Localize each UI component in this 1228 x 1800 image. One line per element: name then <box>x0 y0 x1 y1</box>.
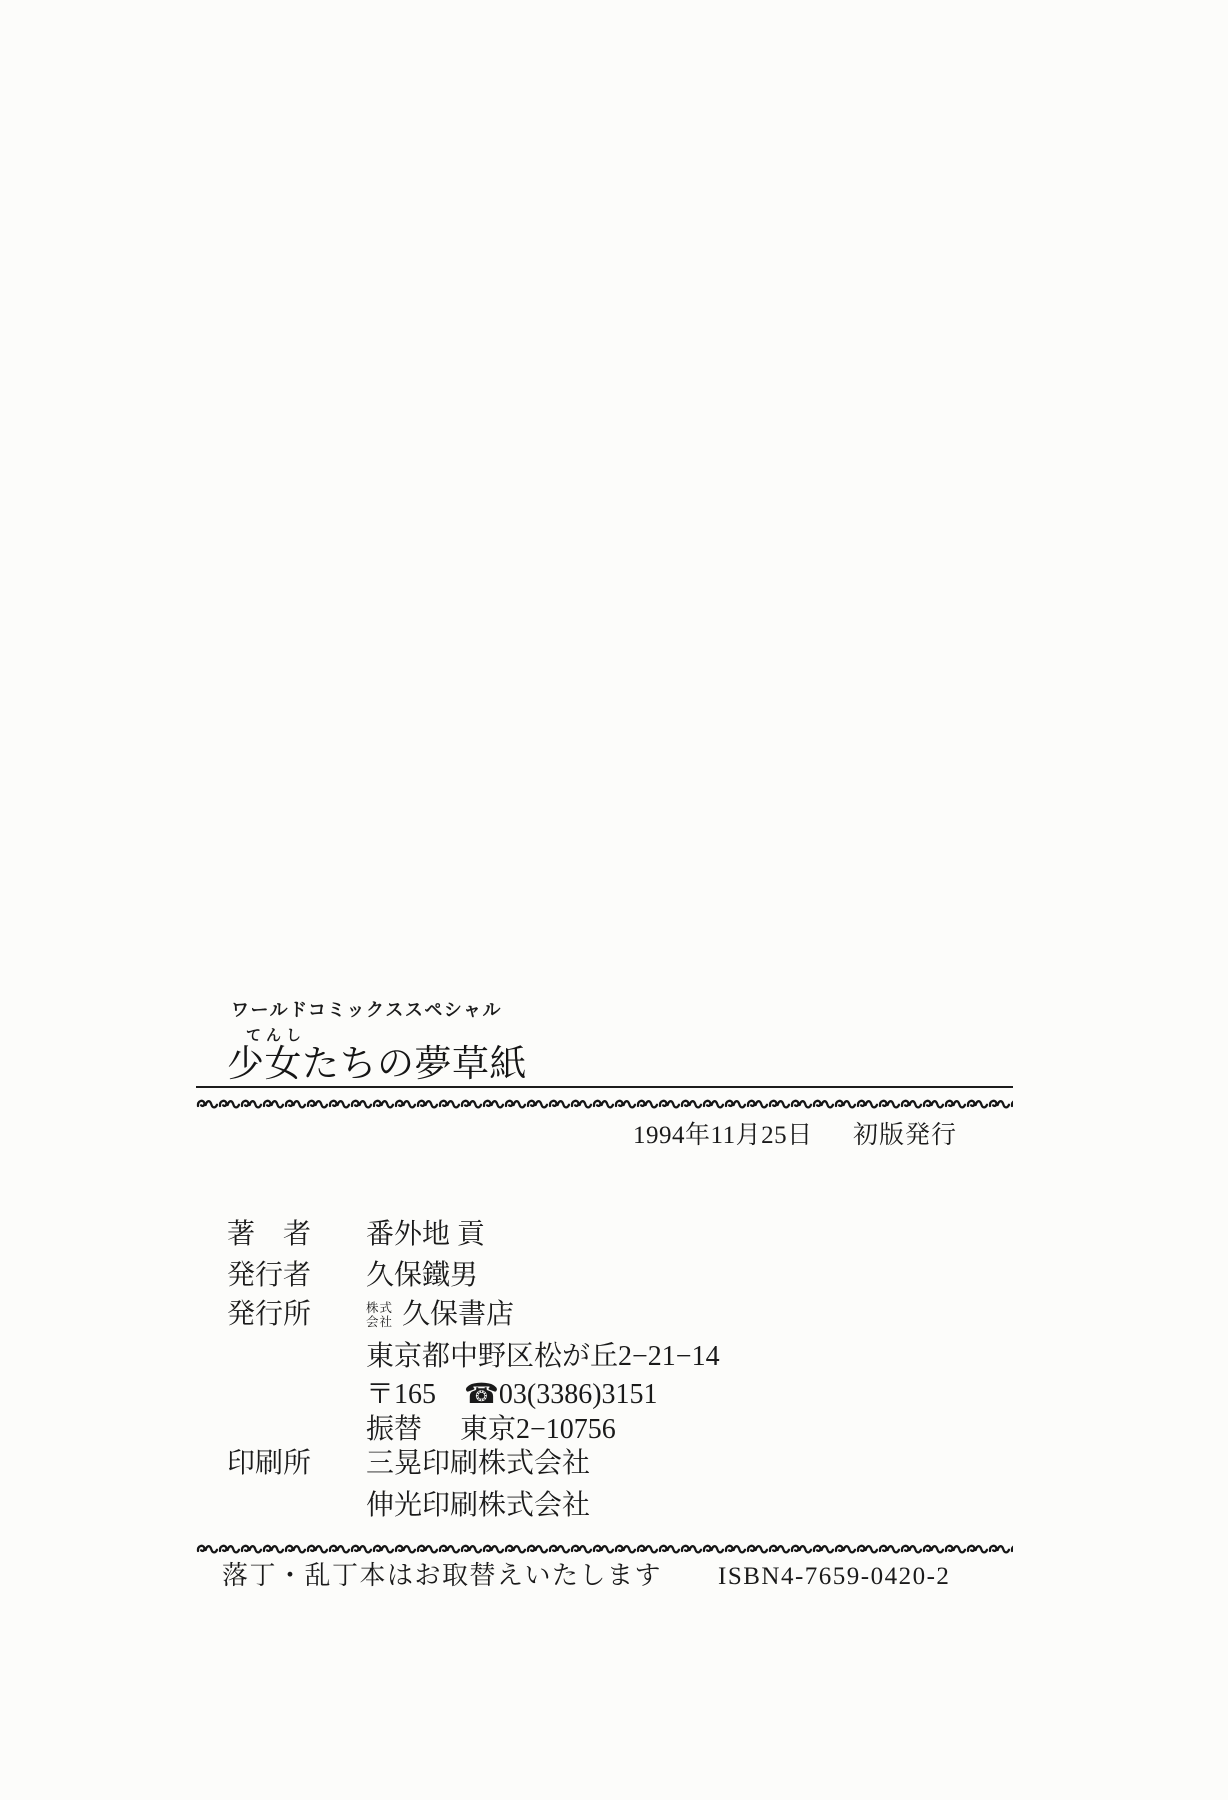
transfer-account: 東京2−10756 <box>460 1414 616 1445</box>
title-furigana: てんし <box>246 1027 307 1044</box>
credit-label: 発行者 <box>227 1260 312 1291</box>
transfer-label: 振替 <box>366 1414 423 1445</box>
issue-edition-label: 初版発行 <box>853 1122 958 1149</box>
ornament-divider-top <box>196 1096 1013 1113</box>
credit-row-printer-2 <box>227 1492 590 1520</box>
corporate-mark <box>366 1301 393 1330</box>
book-title: 少女たちの夢草紙 <box>227 1044 527 1085</box>
credit-label: 発行所 <box>227 1299 312 1331</box>
issue-date: 1994年11月25日 <box>633 1122 813 1149</box>
credit-label: 印刷所 <box>227 1448 312 1479</box>
corporate-mark-top: 株式 <box>366 1301 394 1315</box>
credit-value: 番外地 貢 <box>366 1219 486 1250</box>
credit-row-postal-phone <box>227 1381 658 1409</box>
title-rule <box>196 1086 1013 1088</box>
credit-row-transfer <box>227 1416 616 1444</box>
credit-value: 久保鐵男 <box>366 1260 479 1291</box>
credit-row-author <box>227 1221 485 1249</box>
isbn-number: ISBN4-7659-0420-2 <box>718 1563 951 1590</box>
ornament-divider-bottom <box>196 1541 1013 1558</box>
defect-replacement-notice: 落丁・乱丁本はお取替えいたします <box>222 1561 663 1590</box>
credit-value: 久保書店 <box>402 1299 515 1331</box>
credit-row-publisher-person <box>227 1262 478 1290</box>
credit-row-publishing-house <box>227 1301 514 1330</box>
postal-code: 〒165 <box>366 1379 437 1410</box>
credit-value: 伸光印刷株式会社 <box>366 1490 591 1521</box>
series-label: ワールドコミックススペシャル <box>231 1000 503 1020</box>
credit-row-address <box>227 1343 720 1371</box>
phone-number: ☎03(3386)3151 <box>464 1379 658 1410</box>
credit-row-printer-1 <box>227 1450 590 1478</box>
publisher-address: 東京都中野区松が丘2−21−14 <box>366 1341 720 1372</box>
corporate-mark-bottom: 会社 <box>366 1315 394 1330</box>
credit-label: 著 者 <box>227 1219 312 1250</box>
credit-value: 三晃印刷株式会社 <box>366 1448 591 1479</box>
